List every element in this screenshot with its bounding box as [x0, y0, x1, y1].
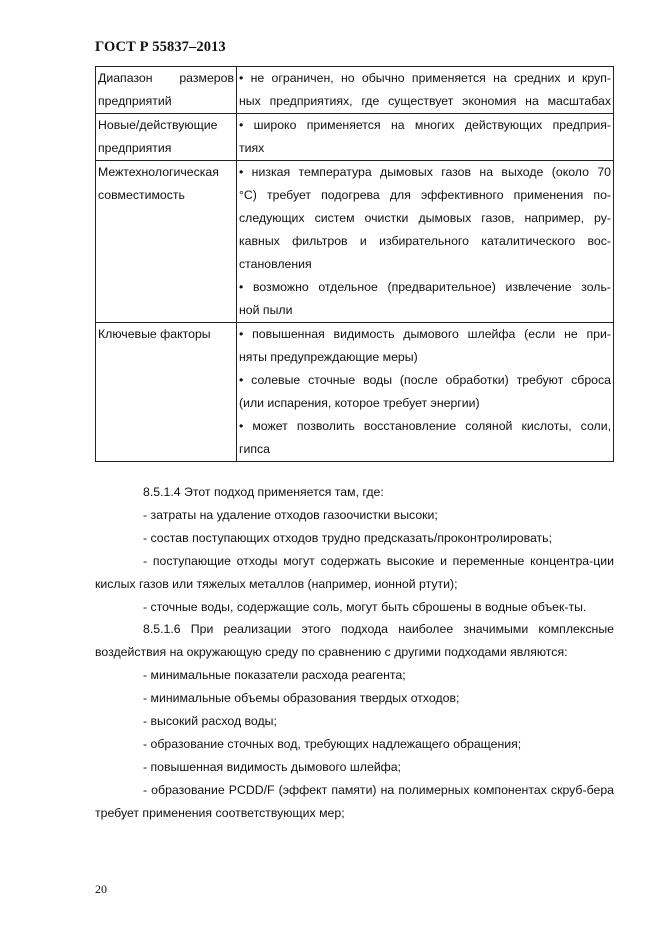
label-line: Новые/действующие	[98, 118, 218, 132]
table-row	[96, 161, 614, 323]
paragraph-8-5-1-6-intro: 8.5.1.6 При реализации этого подхода наиболее значимыми комплексные воздействия на окружающую среду по сравнению с другими подходами являются:	[95, 622, 614, 660]
value-line: °С) требует подогрева для эффективного применения по-	[239, 188, 611, 202]
list-item: - поступающие отходы могут содержать высокие и переменные концентра-ции кислых газов или тяжелых металлов (например, ионной ртути);	[95, 553, 614, 591]
label-line: предприятия	[98, 141, 172, 155]
table-row	[96, 114, 614, 161]
value-line: следующих систем очистки дымовых газов, например, ру-	[239, 211, 611, 225]
value-line: тиях	[239, 141, 265, 155]
value-line: ных предприятиях, где существует экономия на масштабах	[239, 94, 611, 108]
page-number: 20	[95, 882, 107, 896]
list-item: - повышенная видимость дымового шлейфа;	[143, 759, 402, 774]
list-item: - состав поступающих отходов трудно предсказать/проконтролировать;	[143, 530, 553, 545]
value-line: ной пыли	[239, 303, 293, 317]
label-line: совместимость	[98, 188, 185, 202]
label-line: Ключевые факторы	[98, 327, 211, 341]
table-row-label	[96, 67, 237, 114]
table-row-value	[237, 161, 614, 323]
document-code-header: ГОСТ Р 55837–2013	[95, 39, 226, 55]
list-item: - высокий расход воды;	[143, 714, 277, 729]
paragraph-8-5-1-4-intro: 8.5.1.4 Этот подход применяется там, где:	[143, 485, 384, 499]
table-row-value	[237, 323, 614, 462]
value-line: • возможно отдельное (предварительное) извлечение золь-	[239, 280, 611, 294]
table-row-value	[237, 67, 614, 114]
value-line: • солевые сточные воды (после обработки) требуют сброса	[239, 373, 611, 387]
list-item: - образование сточных вод, требующих надлежащего обращения;	[143, 736, 522, 751]
label-line: предприятий	[98, 94, 172, 108]
table-row-label	[96, 114, 237, 161]
value-line: кавных фильтров и избирательного каталитического вос-	[239, 234, 611, 248]
label-line: Межтехнологическая	[98, 165, 219, 179]
value-line: • не ограничен, но обычно применяется на средних и круп-	[239, 71, 611, 85]
value-line: становления	[239, 257, 312, 271]
value-line: • повышенная видимость дымового шлейфа (если не при-	[239, 327, 611, 341]
value-line: няты предупреждающие меры)	[239, 350, 418, 364]
table-row-label	[96, 161, 237, 323]
list-item: - минимальные показатели расхода реагента;	[143, 668, 406, 683]
table-row-label	[96, 323, 237, 462]
list-item: - минимальные объемы образования твердых отходов;	[143, 691, 460, 706]
table-row	[96, 323, 614, 462]
list-item: - затраты на удаление отходов газоочистки высоки;	[143, 507, 438, 522]
label-line: Диапазон размеров	[98, 71, 234, 85]
body-text	[95, 481, 614, 825]
table-row-value	[237, 114, 614, 161]
value-line: • низкая температура дымовых газов на выходе (около 70	[239, 165, 611, 179]
value-line: (или испарения, которое требует энергии)	[239, 396, 480, 410]
list-item: - сточные воды, содержащие соль, могут быть сброшены в водные объек-ты.	[143, 599, 587, 614]
value-line: • широко применяется на многих действующих предприя-	[239, 118, 611, 132]
characteristics-table	[95, 66, 614, 462]
value-line: гипса	[239, 442, 271, 456]
value-line: • может позволить восстановление соляной кислоты, соли,	[239, 419, 611, 433]
table-row	[96, 67, 614, 114]
list-item: - образование PCDD/F (эффект памяти) на полимерных компонентах скруб-бера требует применения соответствующих мер;	[95, 782, 614, 820]
